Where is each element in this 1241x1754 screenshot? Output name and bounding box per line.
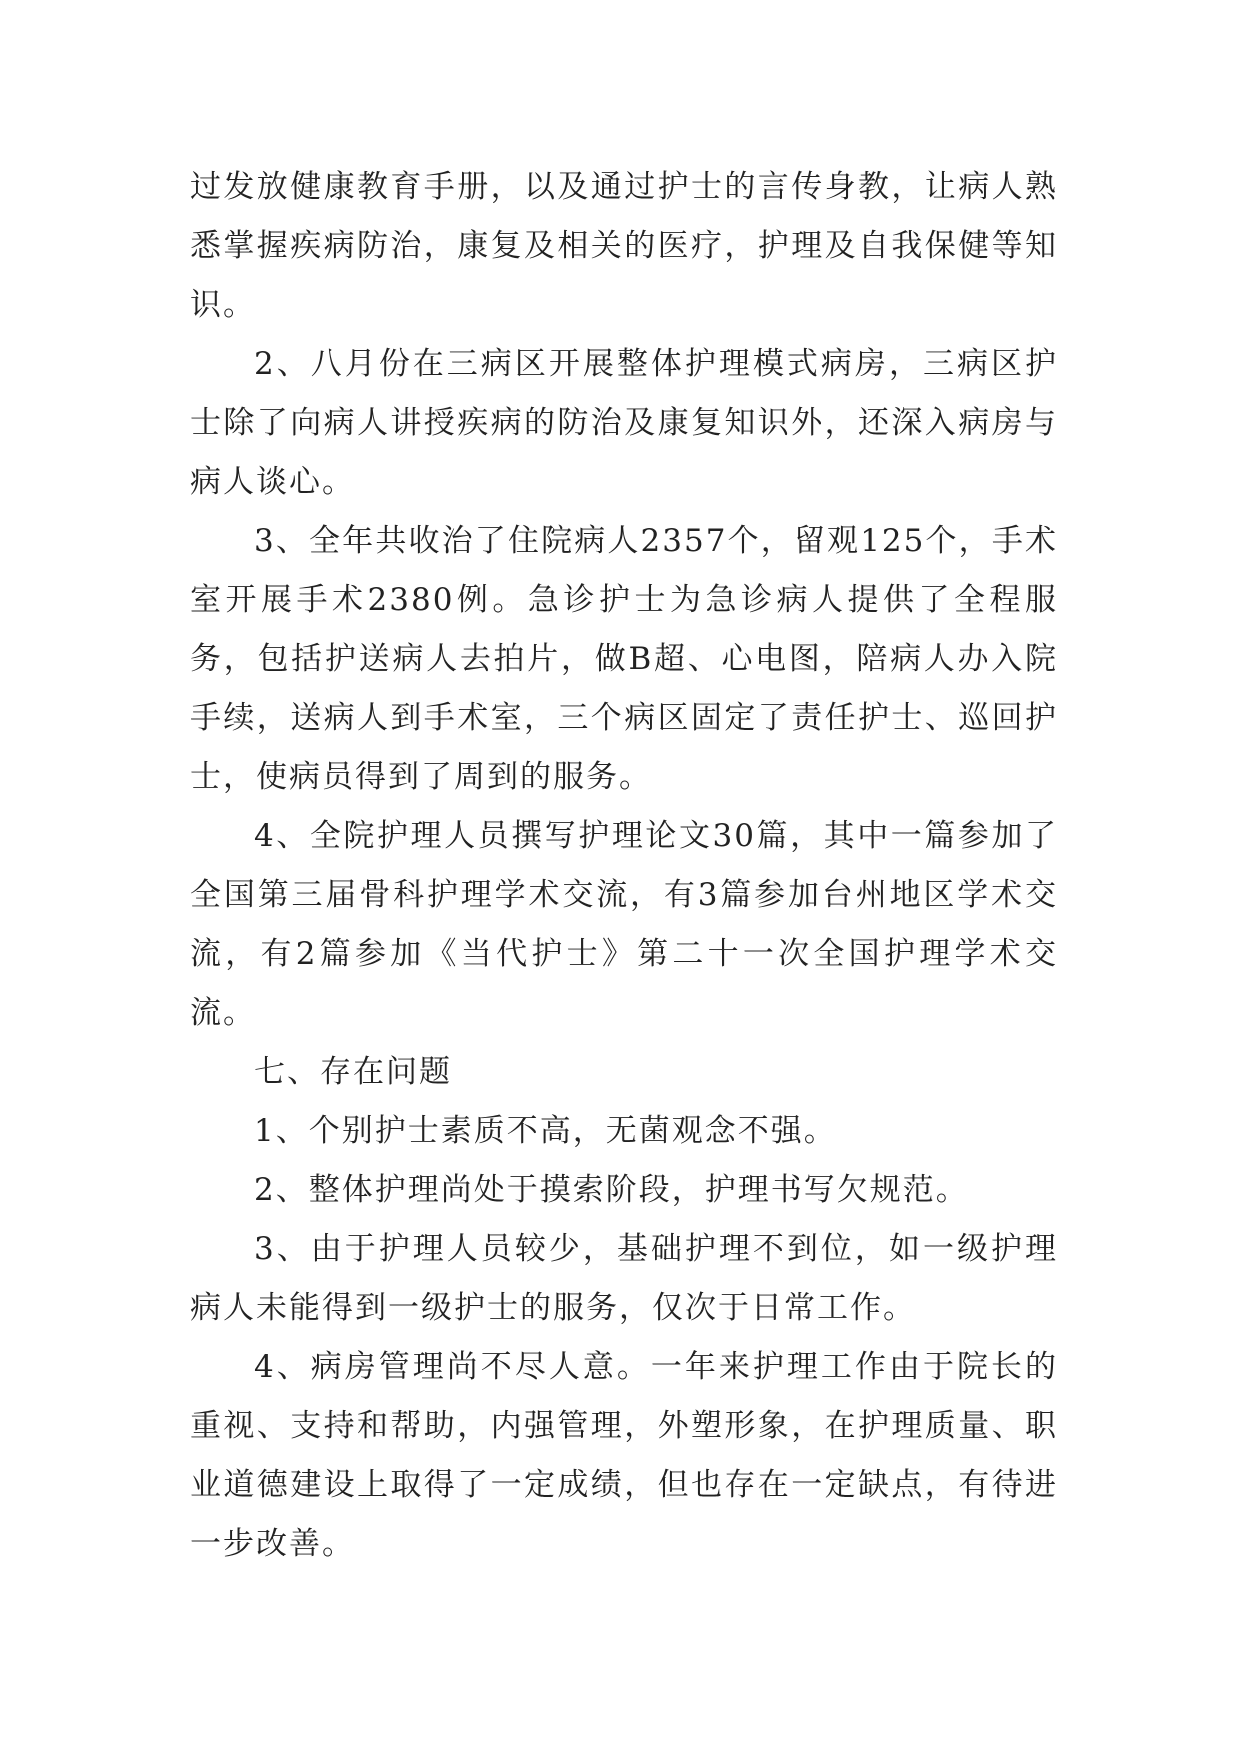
paragraph-item-4: 4、全院护理人员撰写护理论文30篇，其中一篇参加了全国第三届骨科护理学术交流，有3篇参加台州地区学术交流，有2篇参加《当代护士》第二十一次全国护理学术交流。 [190, 818, 1058, 1031]
paragraph-item-3: 3、全年共收治了住院病人2357个，留观125个，手术室开展手术2380例。急诊护士为急诊病人提供了全程服务，包括护送病人去拍片，做B超、心电图，陪病人办入院手续，送病人到手术室，三个病区固定了责任护士、巡回护士，使病员得到了周到的服务。 [190, 523, 1058, 795]
paragraph-item-2: 2、八月份在三病区开展整体护理模式病房，三病区护士除了向病人讲授疾病的防治及康复知识外，还深入病房与病人谈心。 [190, 346, 1058, 500]
problem-item-2: 2、整体护理尚处于摸索阶段，护理书写欠规范。 [254, 1172, 969, 1208]
document-body [190, 158, 1058, 1574]
paragraph-continuation: 过发放健康教育手册，以及通过护士的言传身教，让病人熟悉掌握疾病防治，康复及相关的医疗，护理及自我保健等知识。 [190, 169, 1058, 323]
problem-item-1: 1、个别护士素质不高，无菌观念不强。 [254, 1113, 837, 1149]
problem-item-3: 3、由于护理人员较少，基础护理不到位，如一级护理病人未能得到一级护士的服务，仅次于日常工作。 [190, 1231, 1058, 1326]
problem-item-4: 4、病房管理尚不尽人意。一年来护理工作由于院长的重视、支持和帮助，内强管理，外塑形象，在护理质量、职业道德建设上取得了一定成绩，但也存在一定缺点，有待进一步改善。 [190, 1349, 1058, 1562]
section-heading-problems: 七、存在问题 [254, 1054, 452, 1090]
